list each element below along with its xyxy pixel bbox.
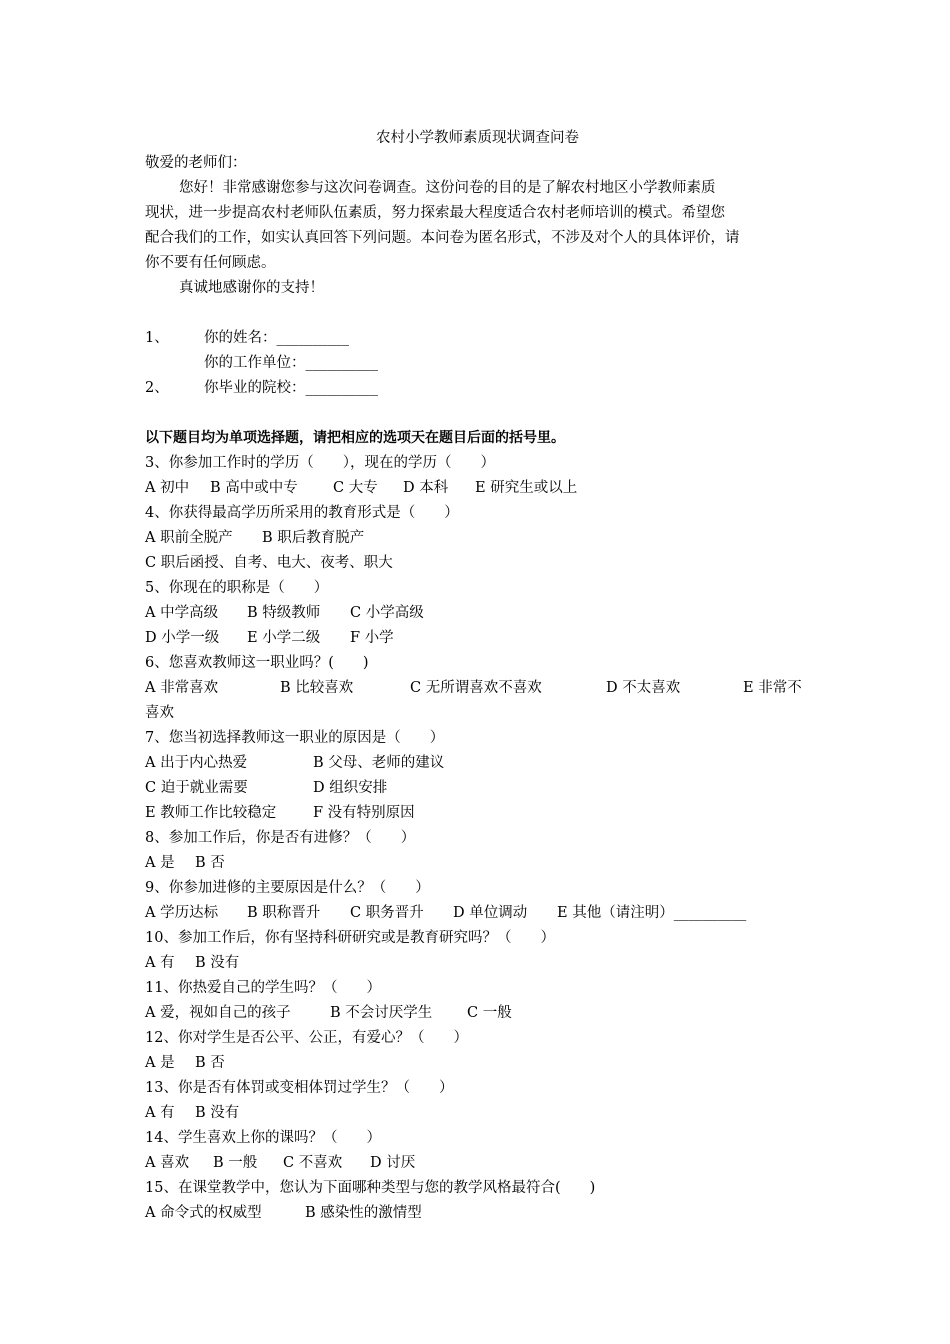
option[interactable]: A 职前全脱产: [145, 530, 233, 546]
question-10: 10、参加工作后，你有坚持科研研究或是教育研究吗？（ ）: [145, 930, 555, 946]
question-3: 3、你参加工作时的学历（ ），现在的学历（ ）: [145, 455, 495, 471]
q1-number: 1、: [145, 330, 169, 346]
option[interactable]: A 是: [145, 855, 175, 871]
option[interactable]: C 小学高级: [350, 605, 424, 621]
document-title: 农村小学教师素质现状调查问卷: [376, 130, 579, 146]
option-continuation: 喜欢: [145, 705, 174, 721]
option[interactable]: D 不太喜欢: [606, 680, 681, 696]
option[interactable]: E 研究生或以上: [475, 480, 578, 496]
option[interactable]: B 否: [195, 855, 225, 871]
greeting: 敬爱的老师们：: [145, 155, 247, 171]
intro-line: 您好！非常感谢您参与这次问卷调查。这份问卷的目的是了解农村地区小学教师素质: [179, 180, 716, 196]
question-13: 13、你是否有体罚或变相体罚过学生？（ ）: [145, 1080, 454, 1096]
option[interactable]: B 高中或中专: [210, 480, 298, 496]
question-9: 9、你参加进修的主要原因是什么？（ ）: [145, 880, 430, 896]
option[interactable]: B 比较喜欢: [280, 680, 354, 696]
option[interactable]: B 感染性的激情型: [305, 1205, 422, 1221]
option[interactable]: A 学历达标: [145, 905, 219, 921]
option[interactable]: A 有: [145, 955, 175, 971]
instruction-text: 以下题目均为单项选择题，请把相应的选项天在题目后面的括号里。: [145, 430, 565, 446]
option[interactable]: C 无所谓喜欢不喜欢: [410, 680, 542, 696]
option[interactable]: D 组织安排: [313, 780, 388, 796]
option[interactable]: E 非常不: [743, 680, 802, 696]
option[interactable]: B 父母、老师的建议: [313, 755, 445, 771]
intro-line: 你不要有任何顾虑。: [145, 255, 276, 271]
option[interactable]: D 本科: [403, 480, 449, 496]
option[interactable]: C 一般: [467, 1005, 512, 1021]
option[interactable]: E 小学二级: [247, 630, 321, 646]
option[interactable]: A 中学高级: [145, 605, 219, 621]
option[interactable]: B 没有: [195, 1105, 240, 1121]
option[interactable]: A 有: [145, 1105, 175, 1121]
option[interactable]: A 初中: [145, 480, 190, 496]
option[interactable]: D 讨厌: [370, 1155, 416, 1171]
option[interactable]: B 一般: [213, 1155, 258, 1171]
option[interactable]: E 其他（请注明）__________: [557, 905, 747, 921]
thanks-line: 真诚地感谢你的支持！: [179, 280, 324, 296]
option[interactable]: B 否: [195, 1055, 225, 1071]
option[interactable]: C 不喜欢: [283, 1155, 343, 1171]
option[interactable]: F 没有特别原因: [313, 805, 415, 821]
option[interactable]: A 爱，视如自己的孩子: [145, 1005, 291, 1021]
option[interactable]: B 不会讨厌学生: [330, 1005, 433, 1021]
option[interactable]: A 非常喜欢: [145, 680, 219, 696]
option[interactable]: B 职称晋升: [247, 905, 321, 921]
question-5: 5、你现在的职称是（ ）: [145, 580, 329, 596]
name-field[interactable]: 你的姓名：__________: [204, 330, 349, 346]
option[interactable]: C 迫于就业需要: [145, 780, 248, 796]
option[interactable]: A 是: [145, 1055, 175, 1071]
option[interactable]: C 大专: [333, 480, 378, 496]
question-4: 4、你获得最高学历所采用的教育形式是（ ）: [145, 505, 459, 521]
option[interactable]: D 单位调动: [453, 905, 528, 921]
option[interactable]: C 职务晋升: [350, 905, 424, 921]
school-field[interactable]: 你毕业的院校：__________: [204, 380, 378, 396]
question-6: 6、您喜欢教师这一职业吗？( ): [145, 655, 369, 671]
work-unit-field[interactable]: 你的工作单位：__________: [204, 355, 378, 371]
question-7: 7、您当初选择教师这一职业的原因是（ ）: [145, 730, 445, 746]
option[interactable]: A 出于内心热爱: [145, 755, 248, 771]
question-12: 12、你对学生是否公平、公正，有爱心？（ ）: [145, 1030, 468, 1046]
intro-line: 现状，进一步提高农村老师队伍素质，努力探索最大程度适合农村老师培训的模式。希望您: [145, 205, 725, 221]
option[interactable]: B 职后教育脱产: [262, 530, 365, 546]
option[interactable]: A 命令式的权威型: [145, 1205, 262, 1221]
option[interactable]: F 小学: [350, 630, 394, 646]
question-15: 15、在课堂教学中，您认为下面哪种类型与您的教学风格最符合( ): [145, 1180, 596, 1196]
question-14: 14、学生喜欢上你的课吗？（ ）: [145, 1130, 381, 1146]
question-11: 11、你热爱自己的学生吗？（ ）: [145, 980, 381, 996]
q2-number: 2、: [145, 380, 169, 396]
option[interactable]: D 小学一级: [145, 630, 220, 646]
intro-line: 配合我们的工作，如实认真回答下列问题。本问卷为匿名形式，不涉及对个人的具体评价，请: [145, 230, 740, 246]
option[interactable]: A 喜欢: [145, 1155, 190, 1171]
question-8: 8、参加工作后，你是否有进修？（ ）: [145, 830, 416, 846]
option[interactable]: C 职后函授、自考、电大、夜考、职大: [145, 555, 393, 571]
option[interactable]: B 特级教师: [247, 605, 321, 621]
option[interactable]: E 教师工作比较稳定: [145, 805, 277, 821]
option[interactable]: B 没有: [195, 955, 240, 971]
